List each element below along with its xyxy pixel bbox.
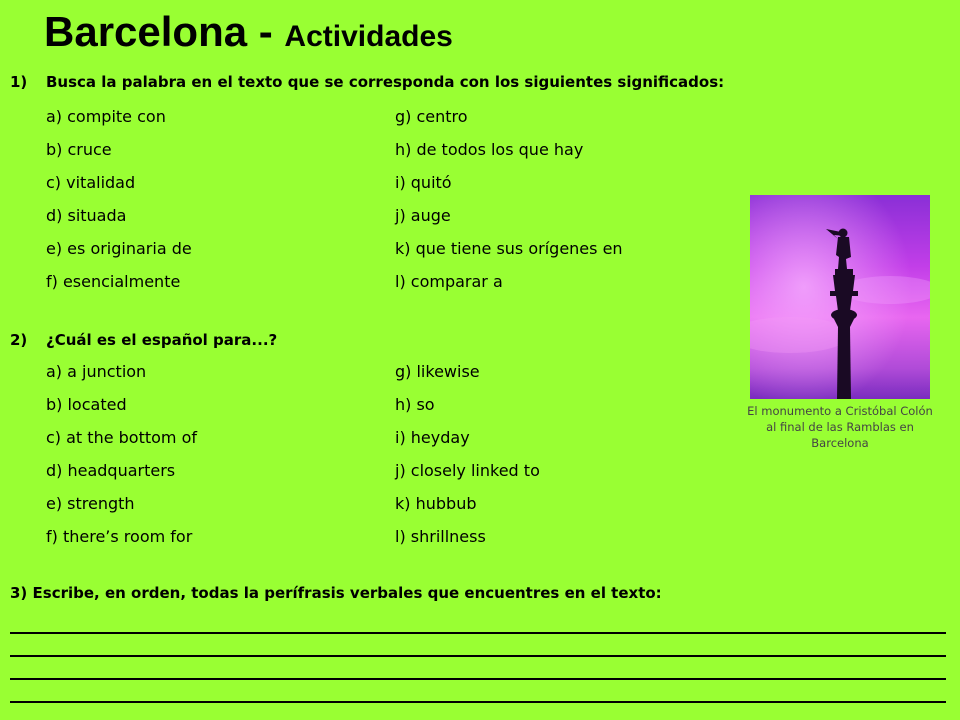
q2-item: c) at the bottom of	[46, 428, 198, 447]
q1-item: e) es originaria de	[46, 239, 192, 258]
q2-item: j) closely linked to	[395, 461, 540, 480]
q1-item: b) cruce	[46, 140, 112, 159]
page-title	[44, 8, 453, 56]
q1-item: f) esencialmente	[46, 272, 181, 291]
answer-line	[10, 701, 946, 703]
question-2-heading	[10, 331, 277, 349]
q2-item: d) headquarters	[46, 461, 176, 480]
question-1-text: Busca la palabra en el texto que se corresponda con los siguientes significados:	[46, 73, 725, 91]
q2-item: f) there’s room for	[46, 527, 193, 546]
q1-item: c) vitalidad	[46, 173, 136, 192]
question-1-number: 1)	[10, 73, 28, 91]
photo-caption: El monumento a Cristóbal Colón al final de las Ramblas en Barcelona	[747, 404, 933, 450]
q2-item: a) a junction	[46, 362, 147, 381]
q1-item: l) comparar a	[395, 272, 503, 291]
q2-item: l) shrillness	[395, 527, 486, 546]
answer-line	[10, 678, 946, 680]
title-main: Barcelona -	[44, 8, 285, 55]
q2-item: b) located	[46, 395, 127, 414]
columbus-monument-photo	[750, 195, 930, 399]
question-3-heading: 3) Escribe, en orden, todas la perífrasis verbales que encuentres en el texto:	[10, 584, 662, 602]
answer-line	[10, 655, 946, 657]
q2-item: h) so	[395, 395, 435, 414]
title-sub: Actividades	[284, 20, 453, 53]
q1-item: h) de todos los que hay	[395, 140, 584, 159]
q1-item: g) centro	[395, 107, 468, 126]
q1-item: i) quitó	[395, 173, 452, 192]
q2-item: e) strength	[46, 494, 135, 513]
q1-item: d) situada	[46, 206, 127, 225]
q2-item: i) heyday	[395, 428, 470, 447]
question-2-number: 2)	[10, 331, 28, 349]
q1-item: a) compite con	[46, 107, 166, 126]
q2-item: g) likewise	[395, 362, 480, 381]
q1-item: j) auge	[395, 206, 451, 225]
question-2-text: ¿Cuál es el español para...?	[46, 331, 278, 349]
q1-item: k) que tiene sus orígenes en	[395, 239, 623, 258]
q2-item: k) hubbub	[395, 494, 477, 513]
question-1-heading	[10, 73, 724, 91]
answer-line	[10, 632, 946, 634]
